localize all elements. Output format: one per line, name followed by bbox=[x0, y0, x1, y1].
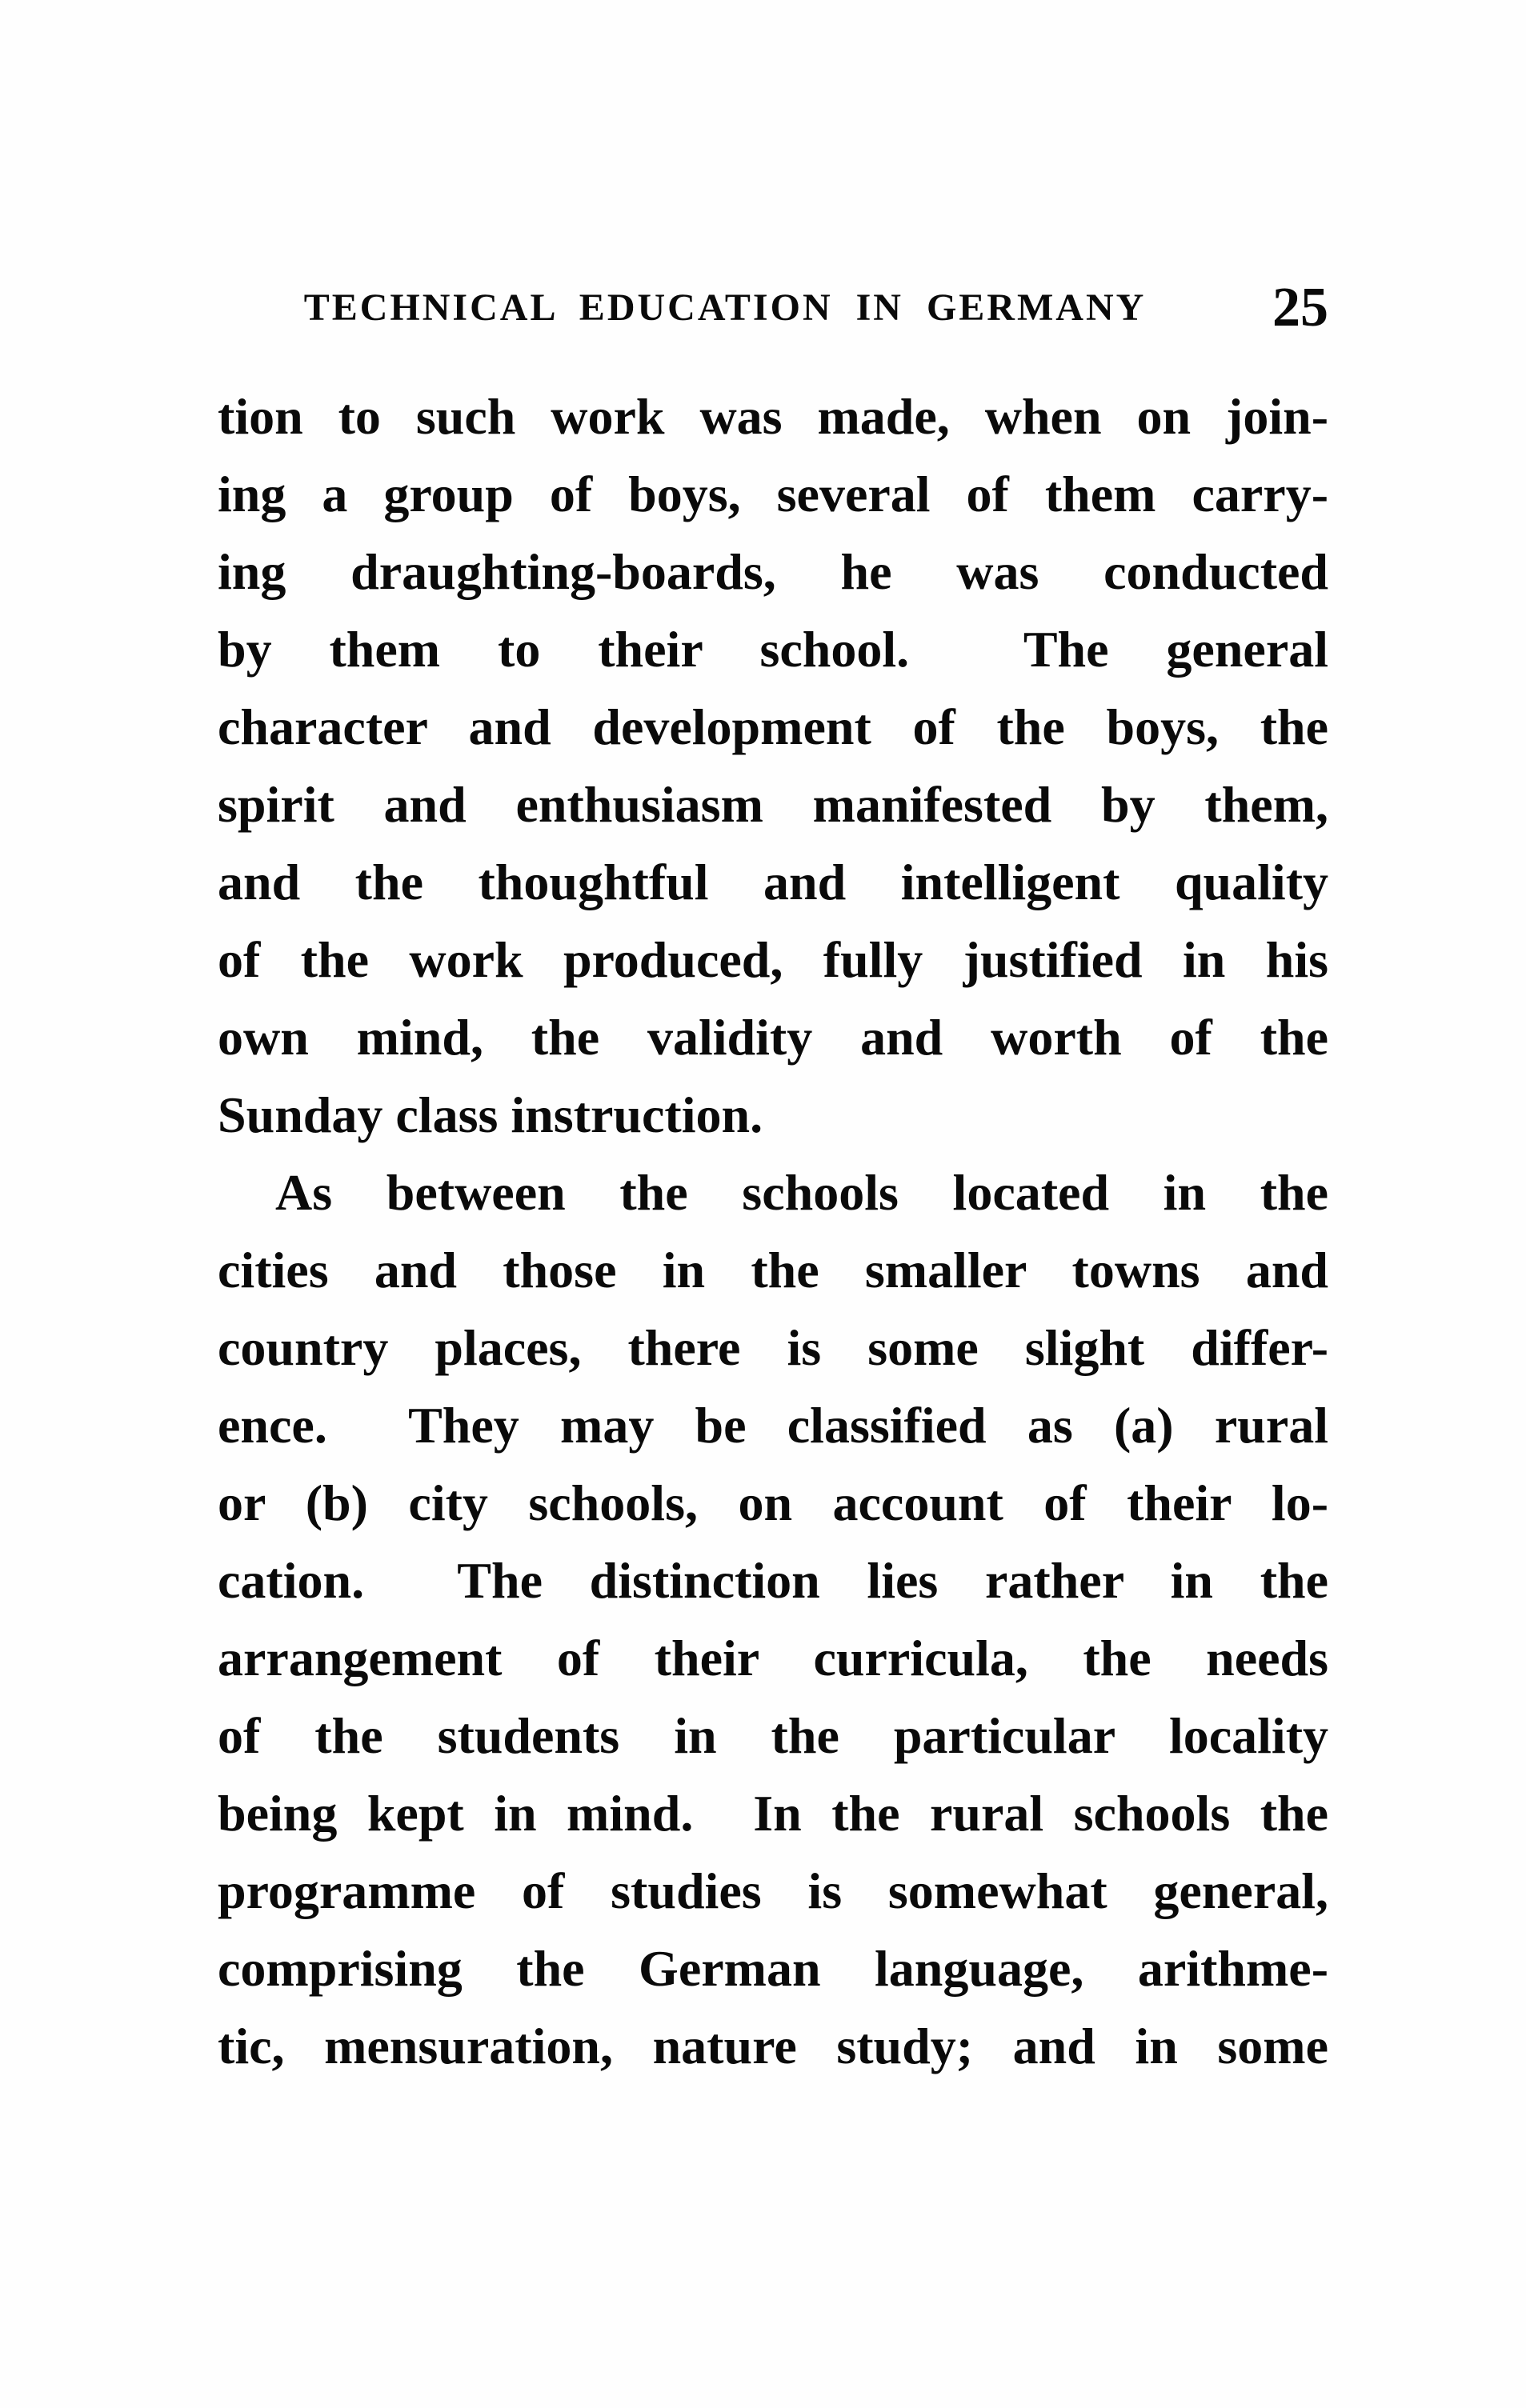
text-line: being kept in mind. In the rural schools the bbox=[218, 1785, 1328, 1842]
text-line: country places, there is some slight differ- bbox=[218, 1319, 1328, 1376]
text-line: arrangement of their curricula, the needs bbox=[218, 1630, 1328, 1686]
page-title: TECHNICAL EDUCATION IN GERMANY bbox=[303, 286, 1147, 329]
text-line: of the students in the particular locality bbox=[218, 1707, 1328, 1764]
text-line-paragraph-end: Sunday class instruction. bbox=[218, 1086, 763, 1143]
text-line-paragraph-start: As between the schools located in the bbox=[275, 1164, 1328, 1221]
text-line: character and development of the boys, the bbox=[218, 698, 1328, 755]
text-line: of the work produced, fully justified in his bbox=[218, 931, 1328, 988]
text-line: spirit and enthusiasm manifested by them, bbox=[218, 776, 1328, 833]
text-line: cities and those in the smaller towns and bbox=[218, 1242, 1328, 1298]
text-line: tic, mensuration, nature study; and in some bbox=[218, 2018, 1328, 2074]
text-line: comprising the German language, arithme- bbox=[218, 1940, 1328, 1997]
text-line: own mind, the validity and worth of the bbox=[218, 1009, 1328, 1066]
text-line: ence. They may be classified as (a) rural bbox=[218, 1397, 1328, 1454]
text-line: or (b) city schools, on account of their lo- bbox=[218, 1474, 1328, 1531]
text-line: ing draughting-boards, he was conducted bbox=[218, 543, 1328, 600]
text-line: by them to their school. The general bbox=[218, 621, 1328, 678]
running-header bbox=[218, 278, 1328, 336]
text-line: cation. The distinction lies rather in the bbox=[218, 1552, 1328, 1609]
page-number: 25 bbox=[1272, 277, 1328, 338]
text-line: programme of studies is somewhat general, bbox=[218, 1862, 1328, 1919]
text-line: ing a group of boys, several of them carry- bbox=[218, 466, 1328, 522]
text-line: and the thoughtful and intelligent quality bbox=[218, 854, 1328, 910]
text-line: tion to such work was made, when on join- bbox=[218, 388, 1328, 445]
body-text bbox=[218, 378, 1328, 2085]
